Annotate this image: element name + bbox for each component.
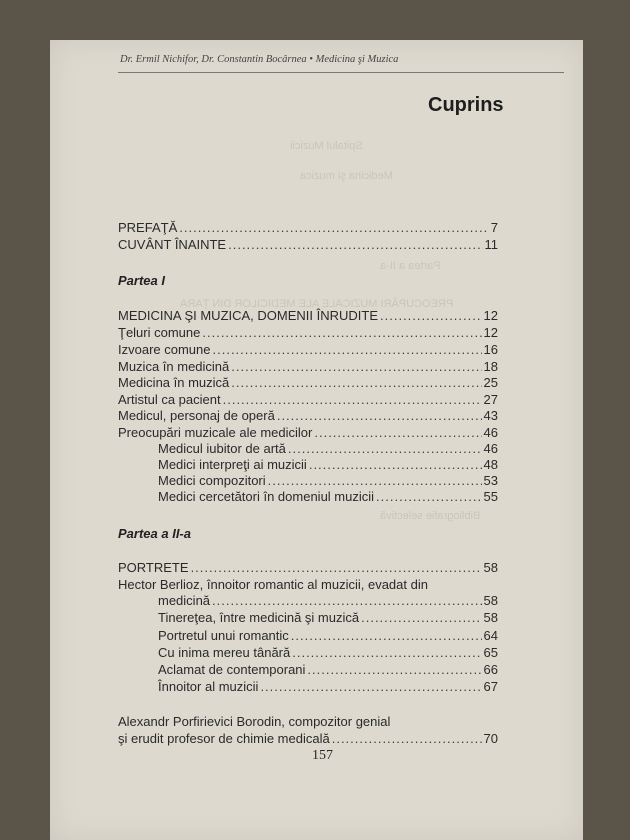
page-number: 157 [312, 748, 333, 763]
toc-entry: Izvoare comune ..... 16 [118, 342, 498, 357]
toc-subentry: Medicul iubitor de artă ..... 46 [158, 441, 498, 456]
part-heading: Partea a II-a [118, 526, 191, 541]
running-head: Dr. Ermil Nichifor, Dr. Constantin Bocârnea • Medicina şi Muzica [120, 54, 399, 65]
toc-entry: şi erudit profesor de chimie medicală ..... 70 [118, 731, 498, 746]
header-rule [118, 72, 564, 73]
toc-entry-line: Hector Berlioz, înnoitor romantic al muzicii, evadat din [118, 577, 428, 592]
show-through-text: Spitalul Muzicii [290, 140, 363, 152]
toc-entry: MEDICINA ŞI MUZICA, DOMENII ÎNRUDITE ..... 12 [118, 308, 498, 323]
toc-entry-line: Alexandr Porfirievici Borodin, compozitor genial [118, 714, 391, 729]
book-page [50, 40, 583, 840]
toc-entry: Artistul ca pacient ..... 27 [118, 392, 498, 407]
show-through-text: Medicina şi muzica [300, 170, 393, 182]
toc-entry: Medicul, personaj de operă ..... 43 [118, 408, 498, 423]
toc-subentry: Înnoitor al muzicii ..... 67 [158, 679, 498, 694]
toc-entry: Ţeluri comune ..... 12 [118, 325, 498, 340]
toc-subentry: Tinereţea, între medicină şi muzică ..... 58 [158, 610, 498, 625]
toc-entry: CUVÂNT ÎNAINTE ..... 11 [118, 237, 498, 252]
toc-subentry: Medici interpreţi ai muzicii ..... 48 [158, 457, 498, 472]
toc-entry: Muzica în medicină ..... 18 [118, 359, 498, 374]
toc-entry: Preocupări muzicale ale medicilor ..... 46 [118, 425, 498, 440]
toc-subentry: Medici cercetători în domeniul muzicii ..... 55 [158, 489, 498, 504]
show-through-text: PREOCUPĂRI MUZICALE ALE MEDICILOR DIN ŢARA [180, 298, 454, 310]
toc-subentry: Aclamat de contemporani ..... 66 [158, 662, 498, 677]
show-through-text: Bibliografie selectivă [380, 510, 481, 522]
toc-subentry: Medici compozitori ..... 53 [158, 473, 498, 488]
toc-entry: PORTRETE ..... 58 [118, 560, 498, 575]
show-through-text: Partea a II-a [380, 260, 441, 272]
toc-subentry: Cu inima mereu tânără ..... 65 [158, 645, 498, 660]
toc-subentry: Portretul unui romantic ..... 64 [158, 628, 498, 643]
toc-entry: Medicina în muzică ..... 25 [118, 375, 498, 390]
toc-entry: medicină ..... 58 [158, 593, 498, 608]
toc-entry: PREFAŢĂ ..... 7 [118, 220, 498, 235]
page-title: Cuprins [428, 94, 504, 116]
part-heading: Partea I [118, 273, 165, 288]
